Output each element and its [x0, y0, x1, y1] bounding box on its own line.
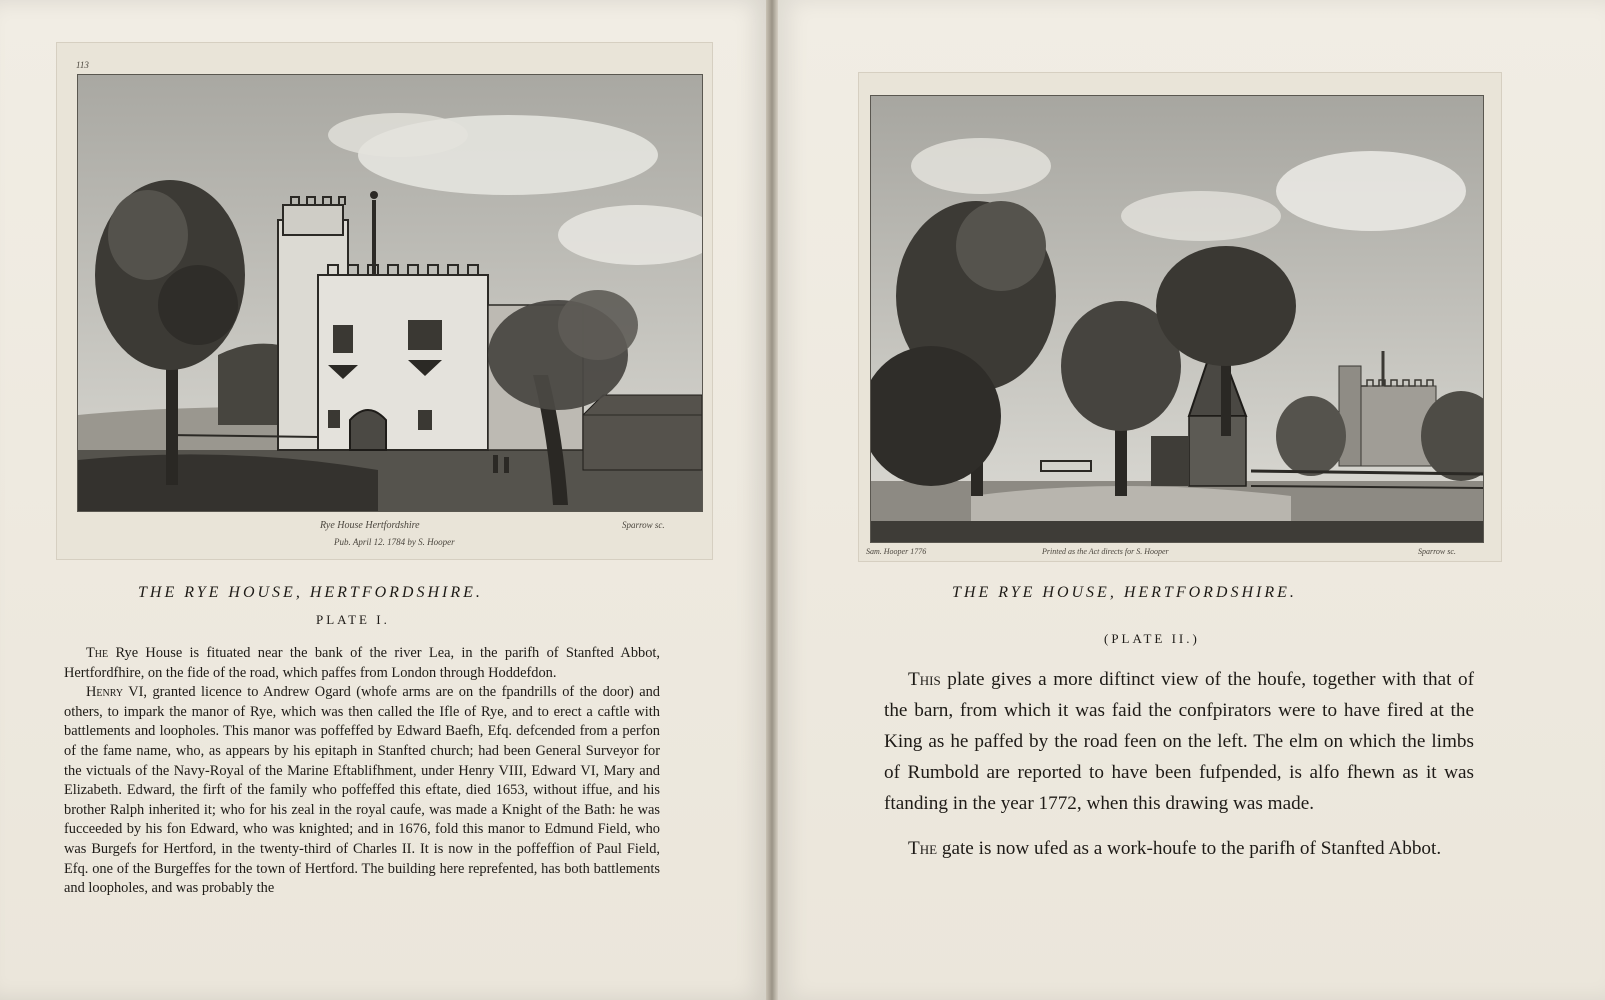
right-paragraph-2-lead: The — [908, 838, 938, 859]
plate-1-engraving-rye-house — [77, 74, 703, 512]
left-plate-label: PLATE I. — [316, 612, 390, 627]
left-page-title: THE RYE HOUSE, HERTFORDSHIRE. — [138, 584, 483, 601]
right-paragraph-1-text: plate gives a more diftinct view of the houfe, together with that of the barn, from which it was faid the confpirators were to have fired at the King as he paffed by the road feen on the left. The elm on which the limbs of Rumbold are reported to have been fufpended, is alfo fhewn as it was ftanding in the year 1772, when this drawing was made. — [884, 669, 1474, 814]
right-page-body — [884, 664, 1474, 864]
right-paragraph-2 — [884, 833, 1474, 864]
plate-1-engraver: Sparrow sc. — [622, 520, 665, 530]
left-paragraph-1-text: Rye House is fituated near the bank of the river Lea, in the parifh of Stanfted Abbot, Hertfordfhire, on the fide of the road, which paffes from London through Hoddefdon. — [64, 645, 660, 681]
plate-2-publication-line: Printed as the Act directs for S. Hooper — [1042, 547, 1169, 556]
plate-1-caption: Rye House Hertfordshire — [320, 520, 420, 531]
book-gutter — [766, 0, 778, 1000]
right-paragraph-2-text: gate is now ufed as a work-houfe to the parifh of Stanfted Abbot. — [941, 838, 1442, 859]
left-paragraph-1 — [64, 644, 660, 683]
plate-2-engraver: Sparrow sc. — [1418, 547, 1456, 556]
right-paragraph-1 — [884, 664, 1474, 819]
right-paragraph-1-lead: This — [908, 669, 941, 690]
plate-page-number: 113 — [76, 60, 89, 70]
left-paragraph-2 — [64, 683, 660, 899]
plate-2-engraving-rye-house-barn — [870, 95, 1484, 543]
left-page-body — [64, 644, 660, 899]
plate-1-publication-line: Pub. April 12. 1784 by S. Hooper — [334, 537, 455, 547]
right-page-title: THE RYE HOUSE, HERTFORDSHIRE. — [952, 584, 1297, 601]
left-paragraph-2-text: VI, granted licence to Andrew Ogard (whofe arms are on the fpandrills of the door) and others, to impark the manor of Rye, which was then called the Ifle of Rye, and to erect a caftle with battlements and loopholes. This manor was poffeffed by Edward Baefh, Efq. defcended from a perfon of the fame name, who, as appears by his epitaph in Stanfted church; had been General Surveyor for the victuals of the Navy-Royal of the Marine Eftablifhment, under Henry VIII, Edward VI, Mary and Elizabeth. Edward, the firft of the family who poffeffed this eftate, died 1653, without iffue, and his brother Ralph inherited it; who for his zeal in the royal caufe, was made a Knight of the Bath: he was fucceeded by his fon Edward, who was knighted; and in 1676, fold this manor to Edmund Field, who was Burgefs for Hertford, in the twenty-third of Charles II. It is now in the poffeffion of Paul Field, Efq. one of the Burgeffes for the town of Hertford. The building here reprefented, has both battlements and loopholes, and was probably the — [64, 684, 660, 897]
left-paragraph-1-lead: The — [86, 645, 109, 661]
plate-2-left-credit: Sam. Hooper 1776 — [866, 547, 927, 556]
left-paragraph-2-lead: Henry — [86, 684, 124, 701]
right-plate-label: (PLATE II.) — [1104, 631, 1200, 646]
